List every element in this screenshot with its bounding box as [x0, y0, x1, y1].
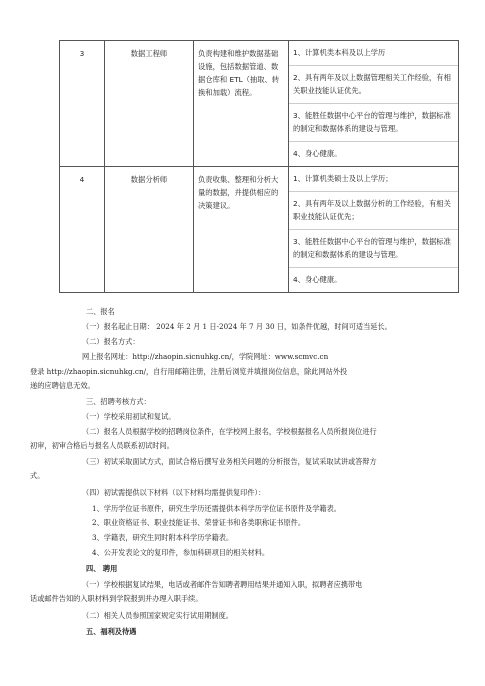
paragraph: 式。: [30, 471, 45, 480]
paragraph: （二）报名方式：: [82, 337, 140, 346]
section-heading: 三、招聘考核方式：: [86, 397, 151, 406]
requirement-item: 3、能胜任数据中心平台的管理与维护，数据标准的制定和数据体系的建设与管理。: [289, 103, 458, 141]
section-heading: 二、报名: [86, 307, 115, 316]
list-item: 3、学籍表，研究生同时附本科学历学籍表。: [92, 533, 234, 542]
job-duty: 负责收集、整理和分析大量的数据，并提供相应的决策建议。: [194, 167, 289, 293]
row-number: 4: [60, 167, 105, 293]
list-item: 4、公开发表论文的复印件，参加科研项目的相关材料。: [92, 548, 270, 557]
job-requirements: [289, 167, 459, 293]
paragraph: （一）学校采用初试和复试。: [82, 412, 176, 421]
job-duty: 负责构建和维护数据基础设施，包括数据管道、数据仓库和 ETL（抽取、转换和加载）流程。: [194, 41, 289, 167]
requirement-item: 4、身心健康。: [289, 267, 458, 292]
list-item: 2、职业资格证书、职业技能证书、荣誉证书和各类职称证书原件。: [92, 518, 306, 527]
requirement-item: 4、身心健康。: [289, 141, 458, 166]
requirement-item: 1、计算机类本科及以上学历: [293, 48, 386, 57]
table-row: [60, 167, 459, 293]
paragraph: （一）学校根据复试结果，电话或者邮件告知聘者聘用结果并通知入职，拟聘者应携带电: [82, 580, 363, 589]
paragraph: 登录 http://zhaopin.sicnuhkg.cn/，自行用邮箱注册，注册后浏览并填报岗位信息，除此网站外投: [30, 367, 348, 376]
section-heading: 四、 聘用: [86, 564, 118, 573]
section-heading: 五、福利及待遇: [86, 627, 137, 636]
list-item: 1、学历学位证书原件，研究生学历还需提供本科学历学位证书原件及学籍表。: [92, 504, 341, 513]
paragraph: 话或邮件告知的入职材料到学院报到并办理入职手续。: [30, 594, 203, 603]
requirement-item: 2、具有两年及以上数据管理相关工作经验，有相关职业技能认证优先。: [289, 65, 458, 103]
row-number: 3: [60, 41, 105, 167]
table-row: [60, 41, 459, 167]
job-title: 数据工程师: [105, 41, 194, 167]
requirement-item: 2、具有两年及以上数据分析的工作经验，有相关职业技能认证优先；: [289, 191, 458, 229]
requirement-item: 1、计算机类硕士及以上学历；: [293, 174, 393, 183]
paragraph: 初审，初审合格后与报名人员联系初试时间。: [30, 441, 174, 450]
paragraph: （三）初试采取面试方式，面试合格后撰写业务相关问题的分析报告，复试采取试讲或答辩方: [82, 457, 377, 466]
requirement-item: 3、能胜任数据中心平台的管理与维护，数据标准的制定和数据体系的建设与管理。: [289, 229, 458, 267]
job-requirements: [289, 41, 459, 167]
paragraph: 网上报名网址：http://zhaopin.sicnuhkg.cn/，学院网址：www.scmvc.cn: [82, 352, 329, 361]
paragraph: 递的应聘信息无效。: [30, 381, 95, 390]
job-title: 数据分析师: [105, 167, 194, 293]
paragraph: （二）报名人员根据学校的招聘岗位条件，在学校网上报名，学校根据报名人员所报岗位进行: [82, 427, 377, 436]
job-table: [59, 40, 459, 293]
paragraph: （二）相关人员参照国家规定实行试用期制度。: [82, 611, 233, 620]
paragraph: （四）初试需提供以下材料（以下材料均需提供复印件）：: [82, 488, 266, 497]
paragraph: （一）报名起止日期： 2024 年 2 月 1 日-2024 年 7 月 30 日，如条件优越，时间可适当延长。: [82, 322, 392, 331]
